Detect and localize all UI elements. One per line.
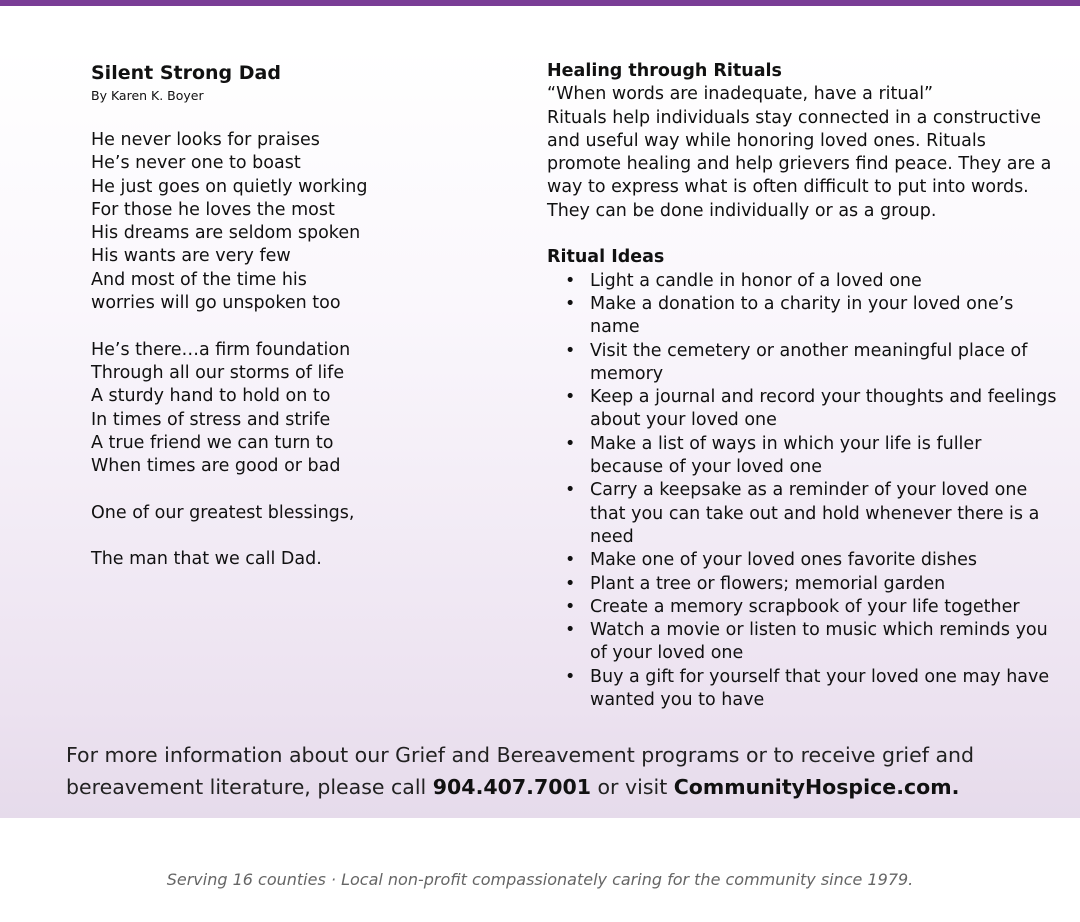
poem-line: He’s never one to boast xyxy=(91,153,301,174)
website-link[interactable]: CommunityHospice.com. xyxy=(673,775,960,799)
poem-line: A true friend we can turn to xyxy=(91,432,334,453)
contact-info xyxy=(66,739,1026,803)
contact-text-middle: or visit xyxy=(591,775,674,799)
rituals-body: Rituals help individuals stay connected in a constructive and useful way while honoring loved ones. Rituals promote healing and help grievers find peace. They are a way to express what is often difficult to put into words. They can be done individually or as a group. xyxy=(547,107,1052,221)
list-item-text: Make a donation to a charity in your loved one’s name xyxy=(590,293,1014,338)
list-item-text: Light a candle in honor of a loved one xyxy=(590,270,922,291)
phone-number[interactable]: 904.407.7001 xyxy=(432,775,591,799)
list-item-text: Watch a movie or listen to music which reminds you of your loved one xyxy=(590,620,1048,664)
rituals-heading: Healing through Rituals xyxy=(547,61,782,81)
list-item-text: Visit the cemetery or another meaningful place of memory xyxy=(590,340,1028,384)
bullet-icon: • xyxy=(565,666,576,687)
poem-line: One of our greatest blessings, xyxy=(91,502,355,523)
poem-line: In times of stress and strife xyxy=(91,409,331,430)
bullet-icon: • xyxy=(565,596,576,617)
content-panel xyxy=(0,6,1080,818)
rituals-section xyxy=(547,60,1057,712)
poem-line: He never looks for praises xyxy=(91,130,320,150)
list-item xyxy=(547,386,1057,433)
poem-line: His dreams are seldom spoken xyxy=(91,223,361,244)
bullet-icon: • xyxy=(565,620,576,641)
poem-stanza xyxy=(91,129,511,315)
poem-author: By Karen K. Boyer xyxy=(91,88,204,103)
contact-text: For more information about our Grief and Bereavement programs or to receive grief and bereavement literature, please call xyxy=(66,743,975,799)
poem-line: worries will go unspoken too xyxy=(91,293,341,314)
poem-line: A sturdy hand to hold on to xyxy=(91,386,331,407)
list-item xyxy=(547,340,1057,387)
poem-line: The man that we call Dad. xyxy=(91,549,322,570)
poem-title: Silent Strong Dad xyxy=(91,62,281,84)
list-item xyxy=(547,573,1057,596)
bullet-icon: • xyxy=(565,573,576,594)
poem-line: He’s there…a firm foundation xyxy=(91,339,351,360)
bullet-icon: • xyxy=(565,433,576,454)
bullet-icon: • xyxy=(565,480,576,501)
rituals-quote: “When words are inadequate, have a ritual” xyxy=(547,84,934,105)
poem-line: His wants are very few xyxy=(91,246,291,267)
poem-stanza xyxy=(91,548,511,571)
poem-line: And most of the time his xyxy=(91,269,307,290)
poem-stanza xyxy=(91,502,511,525)
poem-section xyxy=(91,60,511,595)
list-item xyxy=(547,549,1057,572)
bullet-icon: • xyxy=(565,340,576,361)
list-item-text: Make one of your loved ones favorite dishes xyxy=(590,550,977,571)
poem-line: Through all our storms of life xyxy=(91,362,345,383)
bullet-icon: • xyxy=(565,293,576,314)
list-item xyxy=(547,293,1057,340)
list-item xyxy=(547,666,1057,713)
list-item xyxy=(547,479,1057,549)
list-item-text: Create a memory scrapbook of your life together xyxy=(590,596,1020,617)
poem-line: When times are good or bad xyxy=(91,456,341,477)
list-item xyxy=(547,619,1057,666)
spacer xyxy=(547,223,1057,246)
poem-line: He just goes on quietly working xyxy=(91,176,368,197)
list-item-text: Keep a journal and record your thoughts and feelings about your loved one xyxy=(590,387,1057,431)
ritual-ideas-list xyxy=(547,270,1057,713)
poem-body xyxy=(91,129,511,572)
poem-line: For those he loves the most xyxy=(91,199,335,220)
bullet-icon: • xyxy=(565,550,576,571)
ritual-ideas-heading: Ritual Ideas xyxy=(547,247,665,268)
list-item xyxy=(547,270,1057,293)
list-item-text: Buy a gift for yourself that your loved one may have wanted you to have xyxy=(590,666,1050,711)
list-item-text: Make a list of ways in which your life is fuller because of your loved one xyxy=(590,433,982,478)
list-item xyxy=(547,596,1057,619)
bullet-icon: • xyxy=(565,387,576,408)
poem-stanza xyxy=(91,339,511,479)
tagline: Serving 16 counties · Local non-profit compassionately caring for the community since 1979. xyxy=(166,870,914,889)
list-item-text: Carry a keepsake as a reminder of your loved one that you can take out and hold whenever there is a need xyxy=(590,480,1040,547)
bullet-icon: • xyxy=(565,270,576,291)
list-item-text: Plant a tree or flowers; memorial garden xyxy=(590,573,946,594)
list-item xyxy=(547,433,1057,480)
